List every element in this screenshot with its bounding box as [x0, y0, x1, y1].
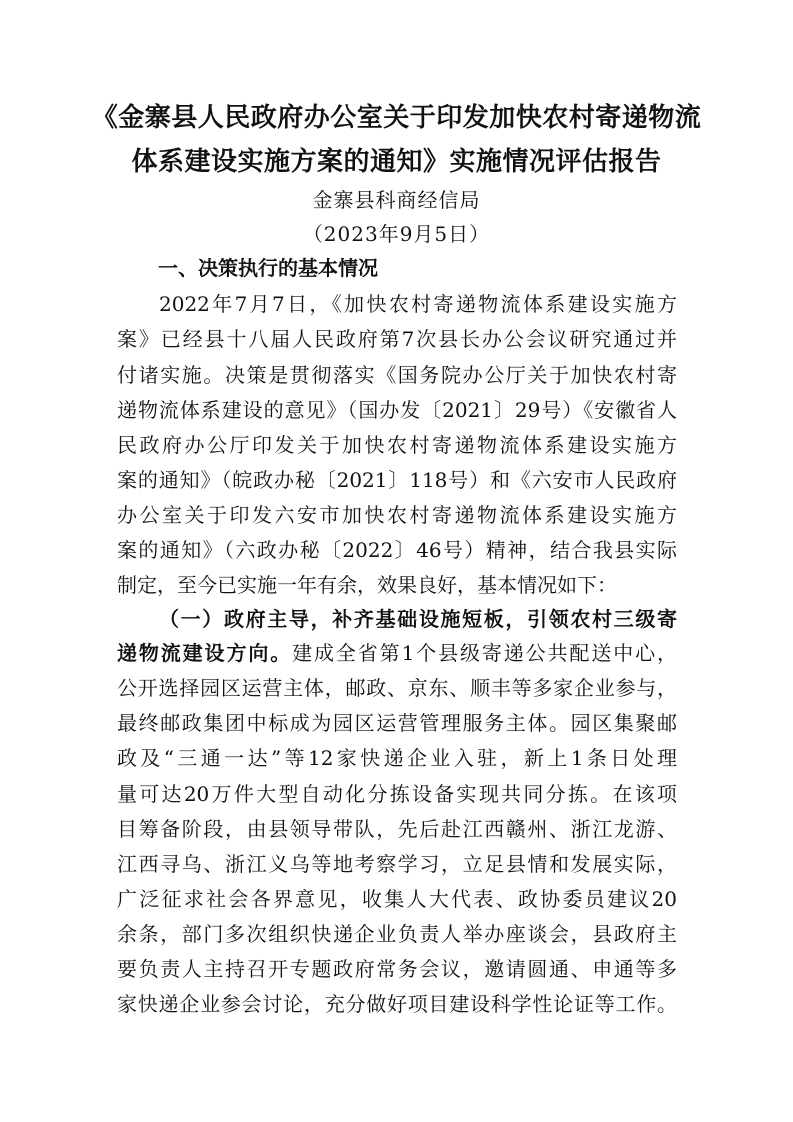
subsection-1-heading: （一）政府主导，补齐基础设施短板，引领农村三级寄 — [159, 607, 677, 631]
report-title-line-2: 体系建设实施方案的通知》实施情况评估报告 — [131, 147, 662, 177]
paragraph-2-line: 要负责人主持召开专题政府常务会议，邀请圆通、申通等多 — [117, 957, 677, 981]
subsection-1-paragraph-line — [117, 638, 677, 668]
paragraph-1-line: 案》已经县十八届人民政府第7次县长办公会议研究通过并 — [117, 327, 677, 351]
paragraph-2-line: 目筹备阶段，由县领导带队，先后赴江西赣州、浙江龙游、 — [117, 817, 677, 841]
paragraph-2-line: 最终邮政集团中标成为园区运营管理服务主体。园区集聚邮 — [117, 711, 677, 735]
paragraph-2-line: 政及“三通一达”等12家快递企业入驻，新上1条日处理 — [117, 746, 677, 770]
paragraph-2-text: 建成全省第1个县级寄递公共配送中心， — [292, 641, 677, 665]
paragraph-2-line: 江西寻乌、浙江义乌等地考察学习，立足县情和发展实际， — [117, 852, 677, 876]
paragraph-1-line: 案的通知》（皖政办秘〔2021〕118号）和《六安市人民政府 — [117, 468, 677, 492]
subsection-1-heading-line — [159, 604, 677, 634]
paragraph-2-line: 广泛征求社会各界意见，收集人大代表、政协委员建议20 — [117, 887, 677, 911]
paragraph-2-line: 公开选择园区运营主体，邮政、京东、顺丰等多家企业参与， — [117, 676, 677, 700]
paragraph-2-line: 家快递企业参会讨论，充分做好项目建设科学性论证等工作。 — [117, 992, 677, 1016]
paragraph-1-line: 民政府办公厅印发关于加快农村寄递物流体系建设实施方 — [117, 433, 677, 457]
paragraph-1-line: 办公室关于印发六安市加快农村寄递物流体系建设实施方 — [117, 503, 677, 527]
issuing-department: 金寨县科商经信局 — [312, 188, 481, 212]
paragraph-1-line: 案的通知》（六政办秘〔2022〕46号）精神，结合我县实际 — [117, 538, 677, 562]
paragraph-1-line: 付诸实施。决策是贯彻落实《国务院办公厅关于加快农村寄 — [117, 363, 677, 387]
paragraph-2-line: 余条，部门多次组织快递企业负责人举办座谈会，县政府主 — [117, 922, 677, 946]
paragraph-1-line: 2022年7月7日，《加快农村寄递物流体系建设实施方 — [159, 292, 677, 316]
paragraph-1-line: 制定，至今已实施一年有余，效果良好，基本情况如下： — [117, 573, 617, 597]
paragraph-1-line: 递物流体系建设的意见》（国办发〔2021〕29号）《安徽省人 — [117, 398, 677, 422]
report-title-line-1: 《金寨县人民政府办公室关于印发加快农村寄递物流 — [91, 103, 702, 133]
section-1-heading: 一、决策执行的基本情况 — [158, 256, 378, 280]
subsection-1-heading-continued: 递物流建设方向。 — [117, 641, 293, 665]
report-date: （2023年9月5日） — [302, 222, 491, 246]
paragraph-2-line: 量可达20万件大型自动化分拣设备实现共同分拣。在该项 — [117, 782, 677, 806]
